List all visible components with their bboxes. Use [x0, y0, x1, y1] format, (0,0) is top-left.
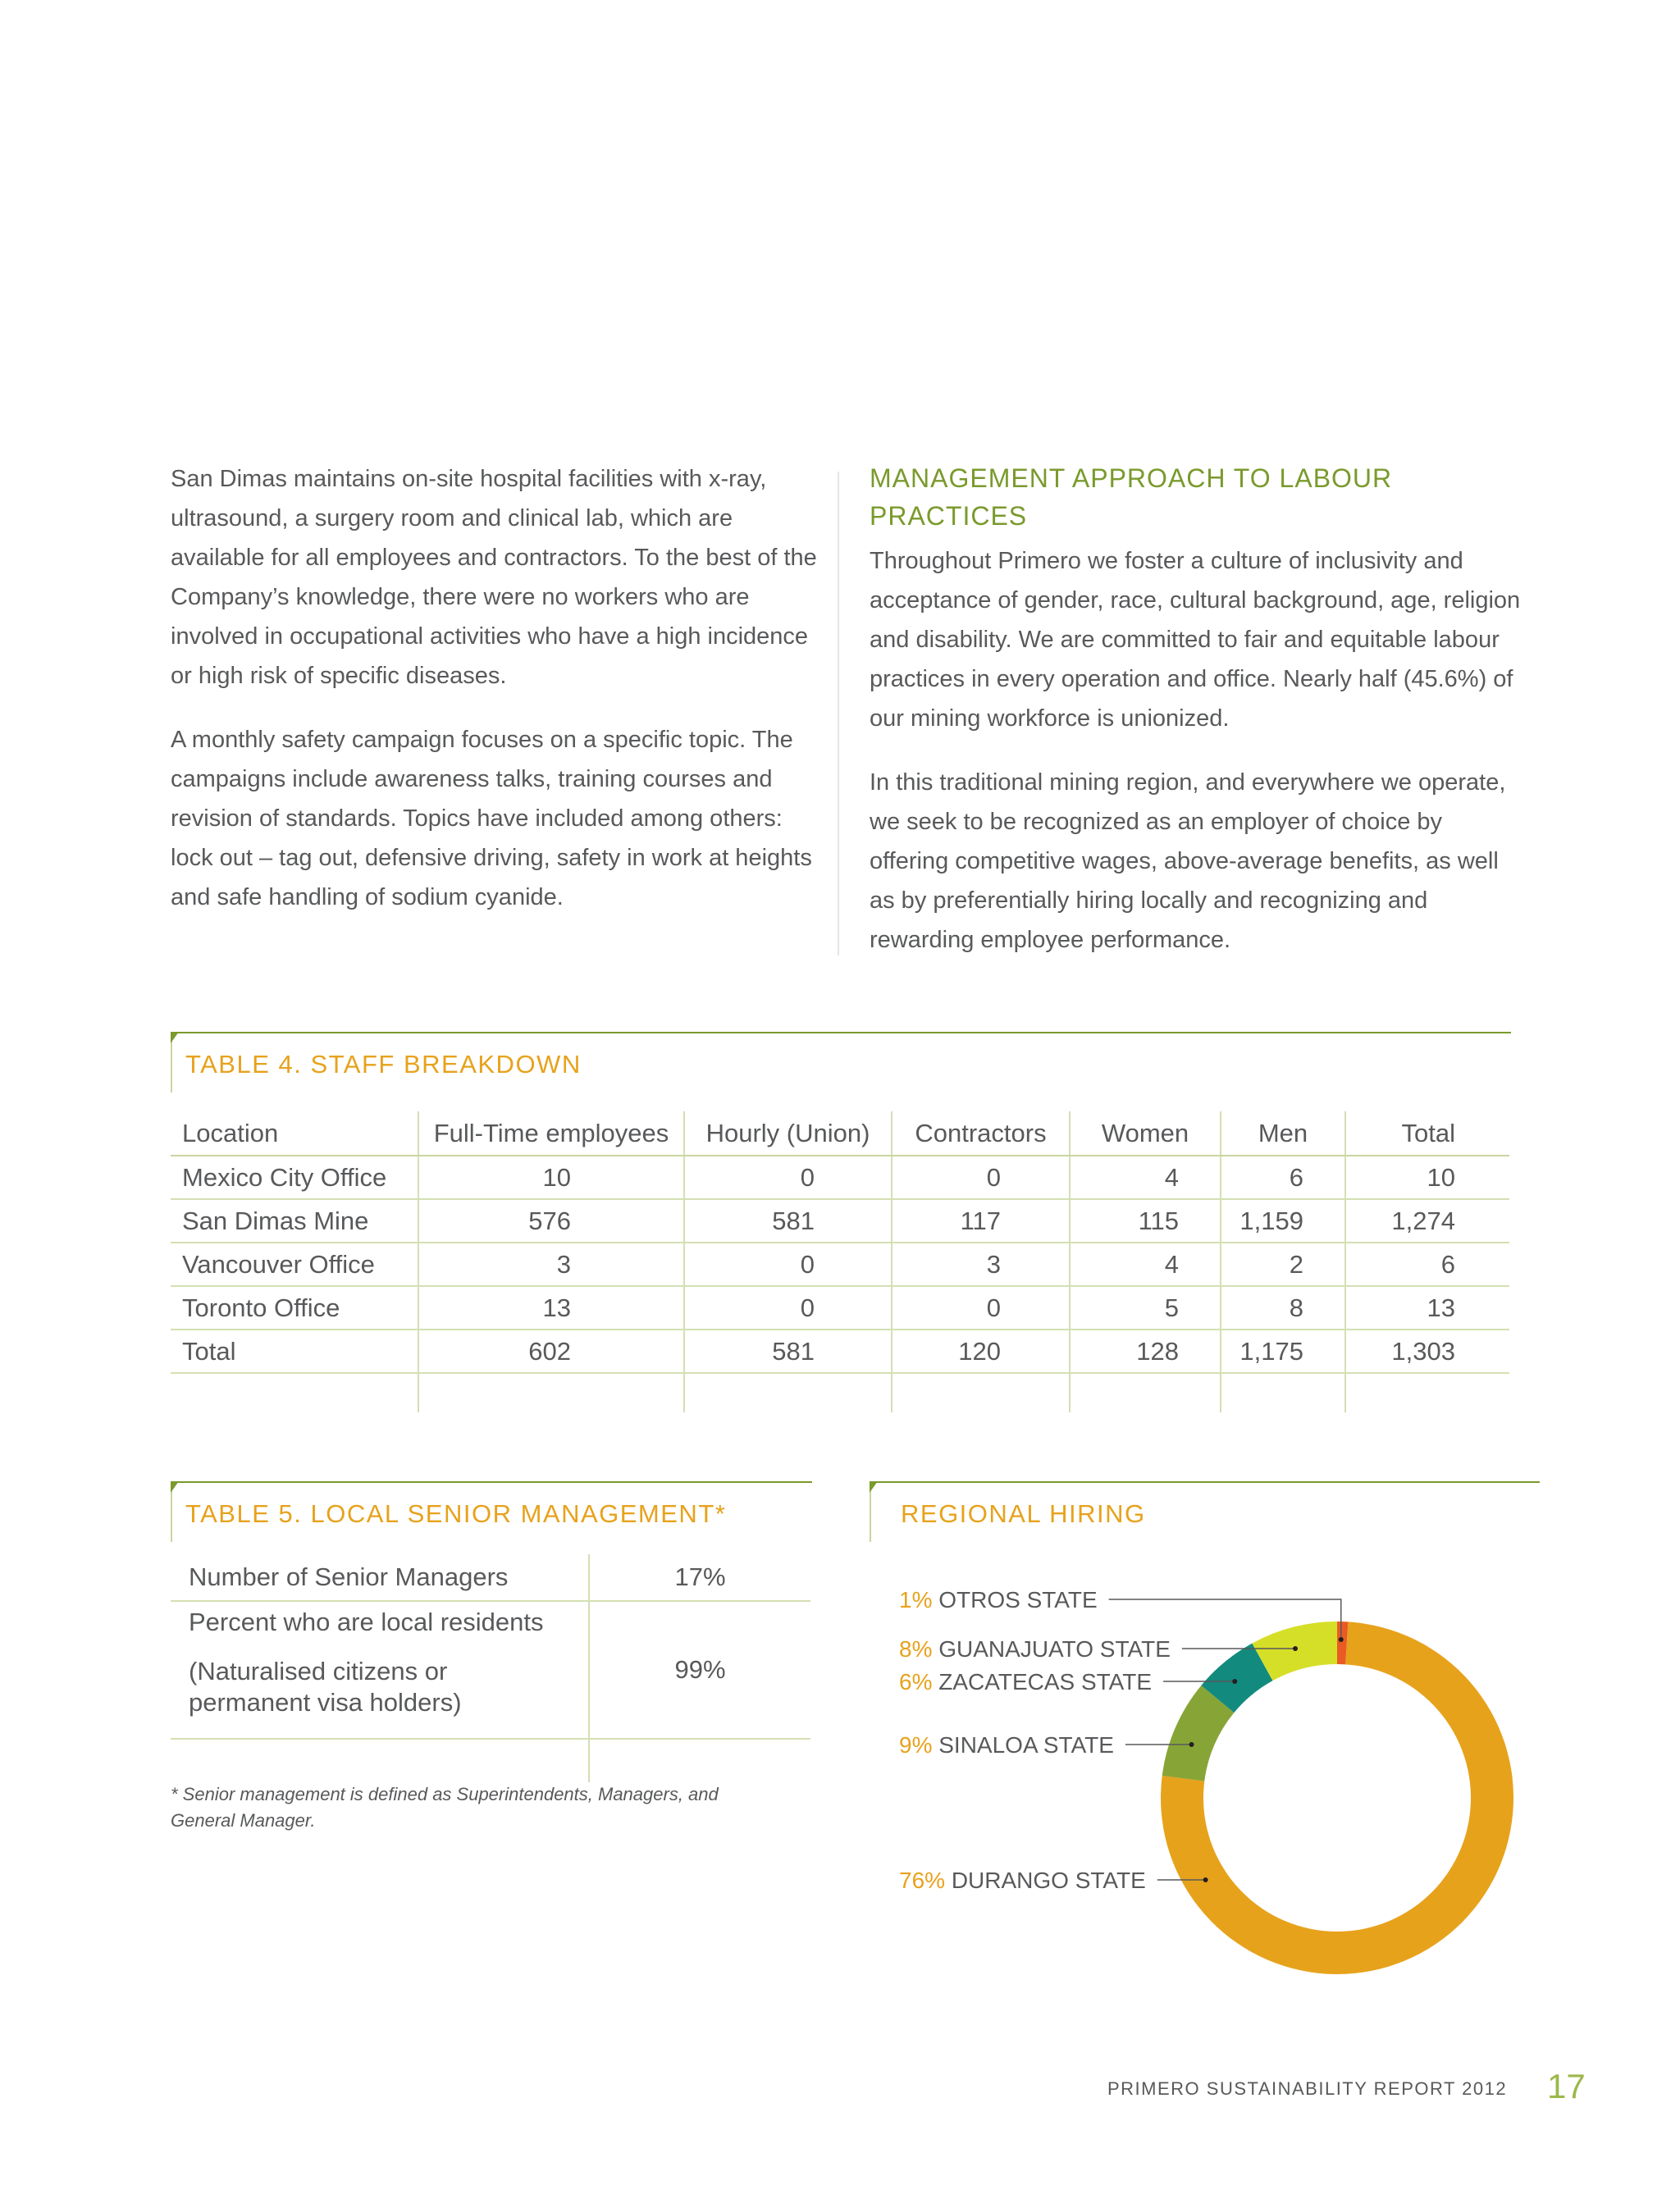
table-cell: 0: [684, 1286, 892, 1330]
table-header-row: [171, 1111, 1509, 1156]
donut-label-otros-state: 1% OTROS STATE: [899, 1587, 1098, 1612]
table-cell: 1,274: [1345, 1199, 1509, 1243]
table-cell: 581: [684, 1330, 892, 1373]
col-header: Contractors: [892, 1111, 1070, 1156]
right-column: [870, 459, 1526, 960]
table-row: [171, 1286, 1509, 1330]
table-cell: Toronto Office: [171, 1286, 418, 1330]
table-row: [171, 1199, 1509, 1243]
table-cell: Vancouver Office: [171, 1243, 418, 1286]
leader-dot: [1232, 1679, 1237, 1684]
report-footer: PRIMERO SUSTAINABILITY REPORT 2012: [1107, 2078, 1508, 2099]
table-cell: 8: [1221, 1286, 1345, 1330]
table-cell: 1,303: [1345, 1330, 1509, 1373]
table-row-empty: [171, 1739, 810, 1782]
corner-marker: [870, 1481, 878, 1493]
left-paragraph-2: A monthly safety campaign focuses on a specific topic. The campaigns include awareness talks, training courses and revision of standards. Topics have included among others: lock out – tag out, defensive driving, safety in work at heights and safe handling of sodium cyanide.: [171, 727, 812, 910]
table-cell: Number of Senior Managers: [171, 1554, 589, 1601]
leader-dot: [1293, 1646, 1298, 1651]
table-cell: 10: [418, 1156, 684, 1199]
table-cell: San Dimas Mine: [171, 1199, 418, 1243]
donut-label-guanajuato-state: 8% GUANAJUATO STATE: [899, 1636, 1171, 1662]
right-paragraph-1: Throughout Primero we foster a culture of inclusivity and acceptance of gender, race, cultural background, age, religion and disability. We are committed to fair and equitable labour practices in every operation and office. Nearly half (45.6%) of our mining workforce is unionized.: [870, 548, 1521, 732]
col-header: Hourly (Union): [684, 1111, 892, 1156]
table-cell: [171, 1601, 589, 1739]
table-row: [171, 1554, 810, 1601]
right-paragraph-2: In this traditional mining region, and everywhere we operate, we seek to be recognized as an employer of choice by offering competitive wages, above-average benefits, as well as by preferentially hiring locally and recognizing and rewarding employee performance.: [870, 769, 1506, 953]
table-cell: 5: [1070, 1286, 1221, 1330]
table5-title: TABLE 5. LOCAL SENIOR MANAGEMENT*: [185, 1499, 727, 1528]
table-cell: 3: [892, 1243, 1070, 1286]
leader-dot: [1339, 1637, 1344, 1642]
staff-breakdown-table: [171, 1111, 1509, 1412]
page-number: 17: [1547, 2067, 1586, 2105]
table-cell: 13: [418, 1286, 684, 1330]
table-cell: 581: [684, 1199, 892, 1243]
leader-dot: [1189, 1742, 1194, 1747]
table-row: [171, 1156, 1509, 1199]
regional-hiring-title: REGIONAL HIRING: [901, 1499, 1146, 1528]
donut-label-durango-state: 76% DURANGO STATE: [899, 1868, 1146, 1893]
table-cell: 576: [418, 1199, 684, 1243]
table-cell: 6: [1221, 1156, 1345, 1199]
corner-marker: [171, 1481, 179, 1493]
table-cell: 0: [684, 1156, 892, 1199]
col-header: Full-Time employees: [418, 1111, 684, 1156]
left-paragraph-1: San Dimas maintains on-site hospital facilities with x-ray, ultrasound, a surgery room and clinical lab, which are available for all employees and contractors. To the best of the Company’s knowledge, there were no workers who are involved in occupational activities who have a high incidence or high risk of specific diseases.: [171, 466, 817, 689]
table5-title-bar: [171, 1481, 812, 1542]
table-cell: Mexico City Office: [171, 1156, 418, 1199]
table-cell: 115: [1070, 1199, 1221, 1243]
table-cell: 0: [892, 1286, 1070, 1330]
table4-title-bar: [171, 1032, 1511, 1092]
table4-title: TABLE 4. STAFF BREAKDOWN: [185, 1050, 582, 1079]
table5-footnote: * Senior management is defined as Superintendents, Managers, and General Manager.: [171, 1784, 719, 1831]
donut-label-zacatecas-state: 6% ZACATECAS STATE: [899, 1669, 1153, 1695]
col-header: Women: [1070, 1111, 1221, 1156]
table-cell: 128: [1070, 1330, 1221, 1373]
row-sublabel: (Naturalised citizens or permanent visa holders): [189, 1657, 462, 1717]
table-cell: 0: [684, 1243, 892, 1286]
table-cell: Total: [171, 1330, 418, 1373]
table-row: [171, 1243, 1509, 1286]
table-cell: 1,175: [1221, 1330, 1345, 1373]
table-cell: 120: [892, 1330, 1070, 1373]
row-label: Percent who are local residents: [189, 1608, 544, 1636]
left-column: [171, 459, 827, 917]
table-cell: 1,159: [1221, 1199, 1345, 1243]
col-header: Total: [1345, 1111, 1509, 1156]
regional-hiring-donut-chart: [870, 1542, 1559, 2001]
table-cell: 10: [1345, 1156, 1509, 1199]
table-row-empty: [171, 1373, 1509, 1412]
regional-hiring-title-bar: [870, 1481, 1540, 1542]
table-cell: 0: [892, 1156, 1070, 1199]
table-cell: 602: [418, 1330, 684, 1373]
col-header: Location: [171, 1111, 418, 1156]
table-cell: 13: [1345, 1286, 1509, 1330]
table-cell: 6: [1345, 1243, 1509, 1286]
labour-practices-heading: MANAGEMENT APPROACH TO LABOUR PRACTICES: [870, 463, 1393, 531]
table-cell: 99%: [589, 1601, 810, 1739]
table-cell: 3: [418, 1243, 684, 1286]
table-cell: 2: [1221, 1243, 1345, 1286]
table-cell: 117: [892, 1199, 1070, 1243]
table-row: [171, 1601, 810, 1739]
col-header: Men: [1221, 1111, 1345, 1156]
table-cell: 4: [1070, 1156, 1221, 1199]
corner-marker: [171, 1032, 179, 1043]
table-row: [171, 1330, 1509, 1373]
table-cell: 17%: [589, 1554, 810, 1601]
local-senior-management-table: [171, 1554, 810, 1782]
table-cell: 4: [1070, 1243, 1221, 1286]
donut-label-sinaloa-state: 9% SINALOA STATE: [899, 1732, 1114, 1758]
leader-dot: [1203, 1877, 1208, 1882]
column-divider: [838, 472, 839, 956]
